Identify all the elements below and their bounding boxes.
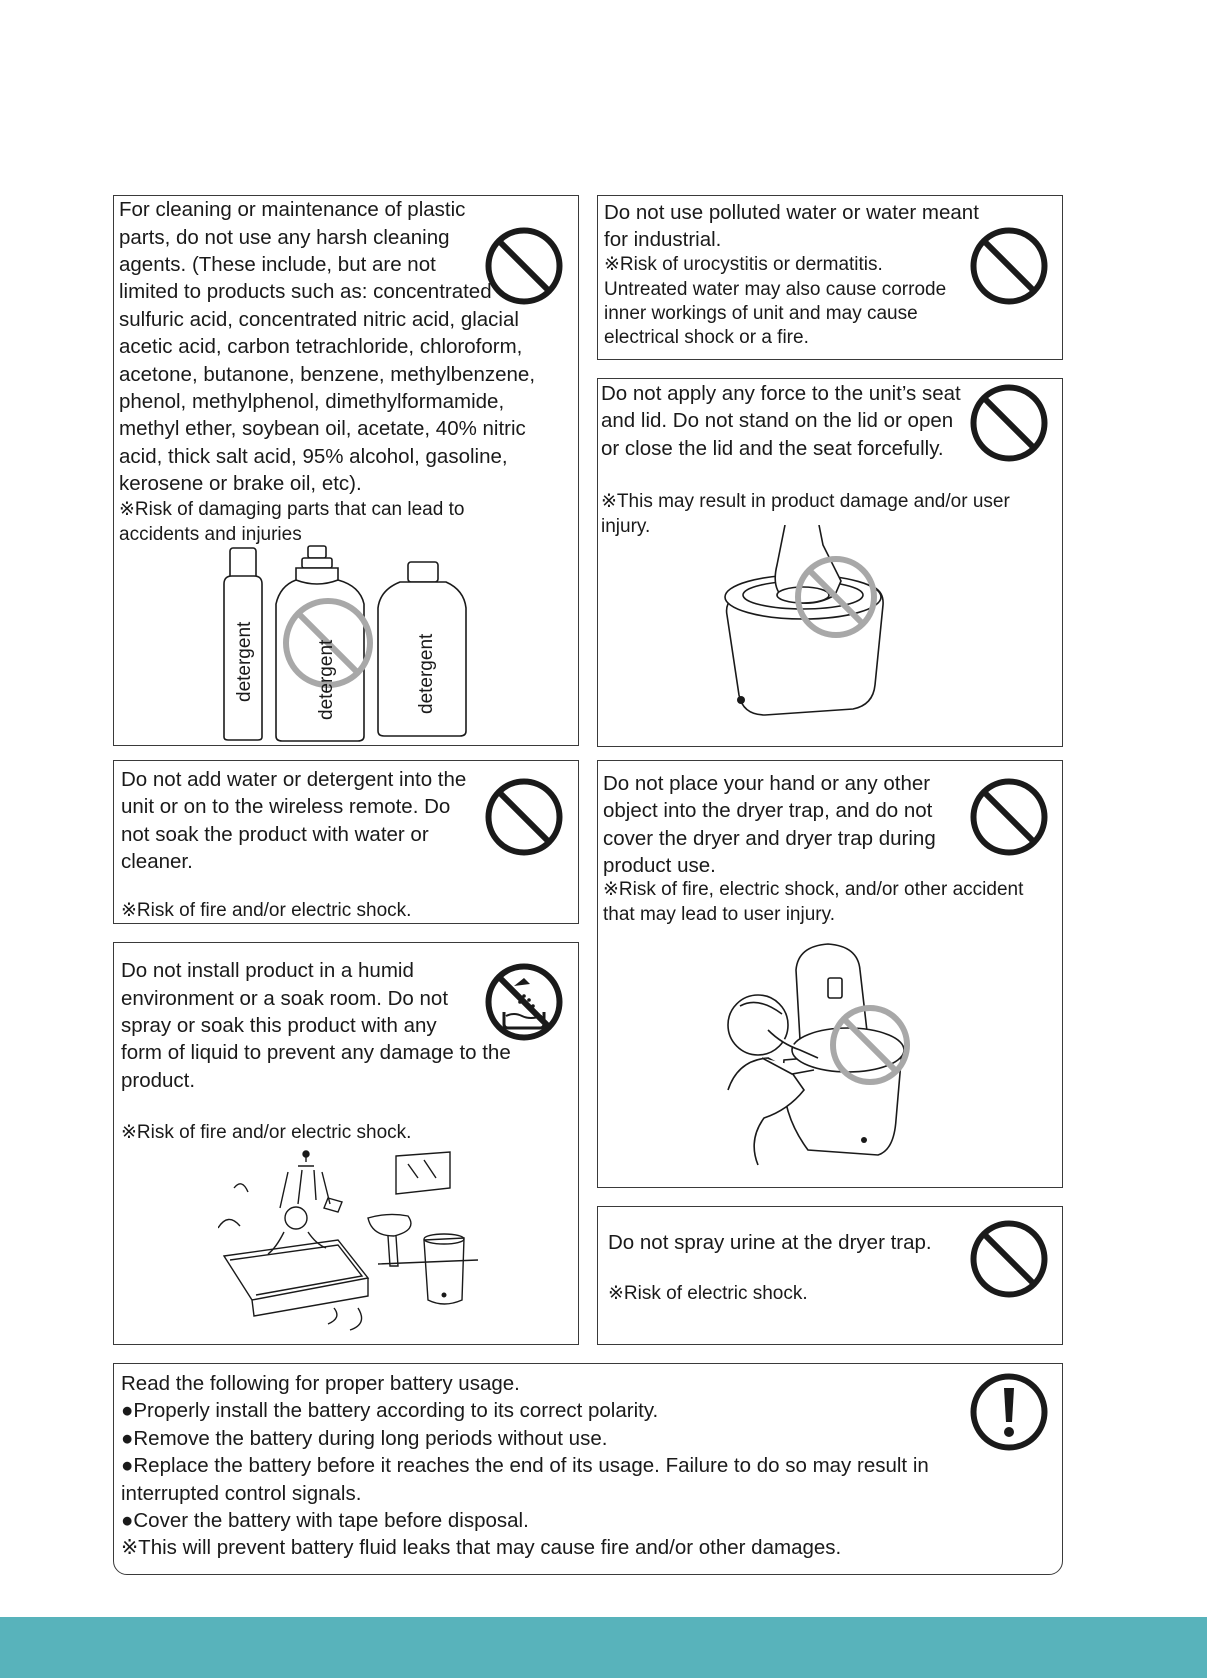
text-line: limited to products such as: concentrated bbox=[119, 280, 492, 303]
text-line: parts, do not use any harsh cleaning bbox=[119, 226, 450, 249]
text-line: Do not install product in a humid bbox=[121, 959, 414, 982]
text-line: and lid. Do not stand on the lid or open bbox=[601, 409, 954, 432]
risk-note: electrical shock or a fire. bbox=[604, 327, 809, 348]
text-line: Do not add water or detergent into the bbox=[121, 768, 467, 791]
footer-color-bar bbox=[0, 1617, 1207, 1678]
text-line: acid, thick salt acid, 95% alcohol, gasoline, bbox=[119, 445, 508, 468]
text-line: ●Remove the battery during long periods without use. bbox=[121, 1427, 608, 1450]
risk-note: ※Risk of urocystitis or dermatitis. bbox=[604, 254, 883, 275]
text-line: form of liquid to prevent any damage to the bbox=[121, 1041, 511, 1064]
bottle-label: detergent bbox=[416, 633, 437, 714]
text-line: methyl ether, soybean oil, acetate, 40% nitric bbox=[119, 417, 526, 440]
risk-note: Untreated water may also cause corrode bbox=[604, 279, 947, 300]
text-line: unit or on to the wireless remote. Do bbox=[121, 795, 451, 818]
text-line: Do not apply any force to the unit’s seat bbox=[601, 382, 961, 405]
text-line: For cleaning or maintenance of plastic bbox=[119, 198, 466, 221]
text-line: not soak the product with water or bbox=[121, 823, 429, 846]
text-line: kerosene or brake oil, etc). bbox=[119, 472, 362, 495]
child-dryer-trap-illustration bbox=[718, 940, 918, 1170]
text-line: phenol, methylphenol, dimethylformamide, bbox=[119, 390, 505, 413]
prohibition-icon bbox=[969, 226, 1049, 306]
text-line: interrupted control signals. bbox=[121, 1482, 362, 1505]
risk-note: ※Risk of fire and/or electric shock. bbox=[121, 1122, 412, 1143]
text-line: cleaner. bbox=[121, 850, 193, 873]
text-line: object into the dryer trap, and do not bbox=[603, 799, 933, 822]
text-line: sulfuric acid, concentrated nitric acid, glacial bbox=[119, 308, 519, 331]
text-line: Read the following for proper battery usage. bbox=[121, 1372, 520, 1395]
prohibition-icon bbox=[969, 1219, 1049, 1299]
detergent-bottles-illustration bbox=[212, 540, 492, 745]
text-line: ※This will prevent battery fluid leaks that may cause fire and/or other damages. bbox=[121, 1536, 842, 1559]
toilet-standing-illustration bbox=[715, 525, 895, 720]
risk-note: ※Risk of damaging parts that can lead to bbox=[119, 499, 465, 520]
text-line: acetone, butanone, benzene, methylbenzene, bbox=[119, 363, 536, 386]
risk-note: ※Risk of fire and/or electric shock. bbox=[121, 900, 412, 921]
text-line: agents. (These include, but are not bbox=[119, 253, 436, 276]
text-line: acetic acid, carbon tetrachloride, chloroform, bbox=[119, 335, 523, 358]
risk-note: ※This may result in product damage and/or user bbox=[601, 491, 1010, 512]
risk-note: that may lead to user injury. bbox=[603, 904, 835, 925]
risk-note: injury. bbox=[601, 516, 651, 537]
bottle-label: detergent bbox=[234, 621, 255, 702]
risk-note: accidents and injuries bbox=[119, 524, 302, 545]
text-line: Do not spray urine at the dryer trap. bbox=[608, 1231, 932, 1254]
text-line: environment or a soak room. Do not bbox=[121, 987, 449, 1010]
prohibition-icon bbox=[484, 226, 564, 306]
text-line: ●Replace the battery before it reaches the end of its usage. Failure to do so may result in bbox=[121, 1454, 929, 1477]
text-line: ●Cover the battery with tape before disposal. bbox=[121, 1509, 529, 1532]
text-line: cover the dryer and dryer trap during bbox=[603, 827, 936, 850]
text-line: product. bbox=[121, 1069, 196, 1092]
text-line: or close the lid and the seat forcefully. bbox=[601, 437, 944, 460]
exclamation-icon bbox=[969, 1372, 1049, 1452]
text-line: ●Properly install the battery according to its correct polarity. bbox=[121, 1399, 659, 1422]
prohibition-icon bbox=[969, 383, 1049, 463]
text-line: Do not place your hand or any other bbox=[603, 772, 931, 795]
risk-note: ※Risk of electric shock. bbox=[608, 1283, 808, 1304]
risk-note: inner workings of unit and may cause bbox=[604, 303, 918, 324]
prohibition-icon bbox=[969, 777, 1049, 857]
text-line: product use. bbox=[603, 854, 716, 877]
text-line: Do not use polluted water or water meant bbox=[604, 201, 979, 224]
prohibition-icon bbox=[484, 777, 564, 857]
bathroom-shower-illustration bbox=[218, 1148, 488, 1333]
no-water-spray-icon bbox=[484, 962, 564, 1042]
risk-note: ※Risk of fire, electric shock, and/or other accident bbox=[603, 879, 1024, 900]
text-line: for industrial. bbox=[604, 228, 722, 251]
bottle-label: detergent bbox=[316, 639, 337, 720]
text-line: spray or soak this product with any bbox=[121, 1014, 437, 1037]
